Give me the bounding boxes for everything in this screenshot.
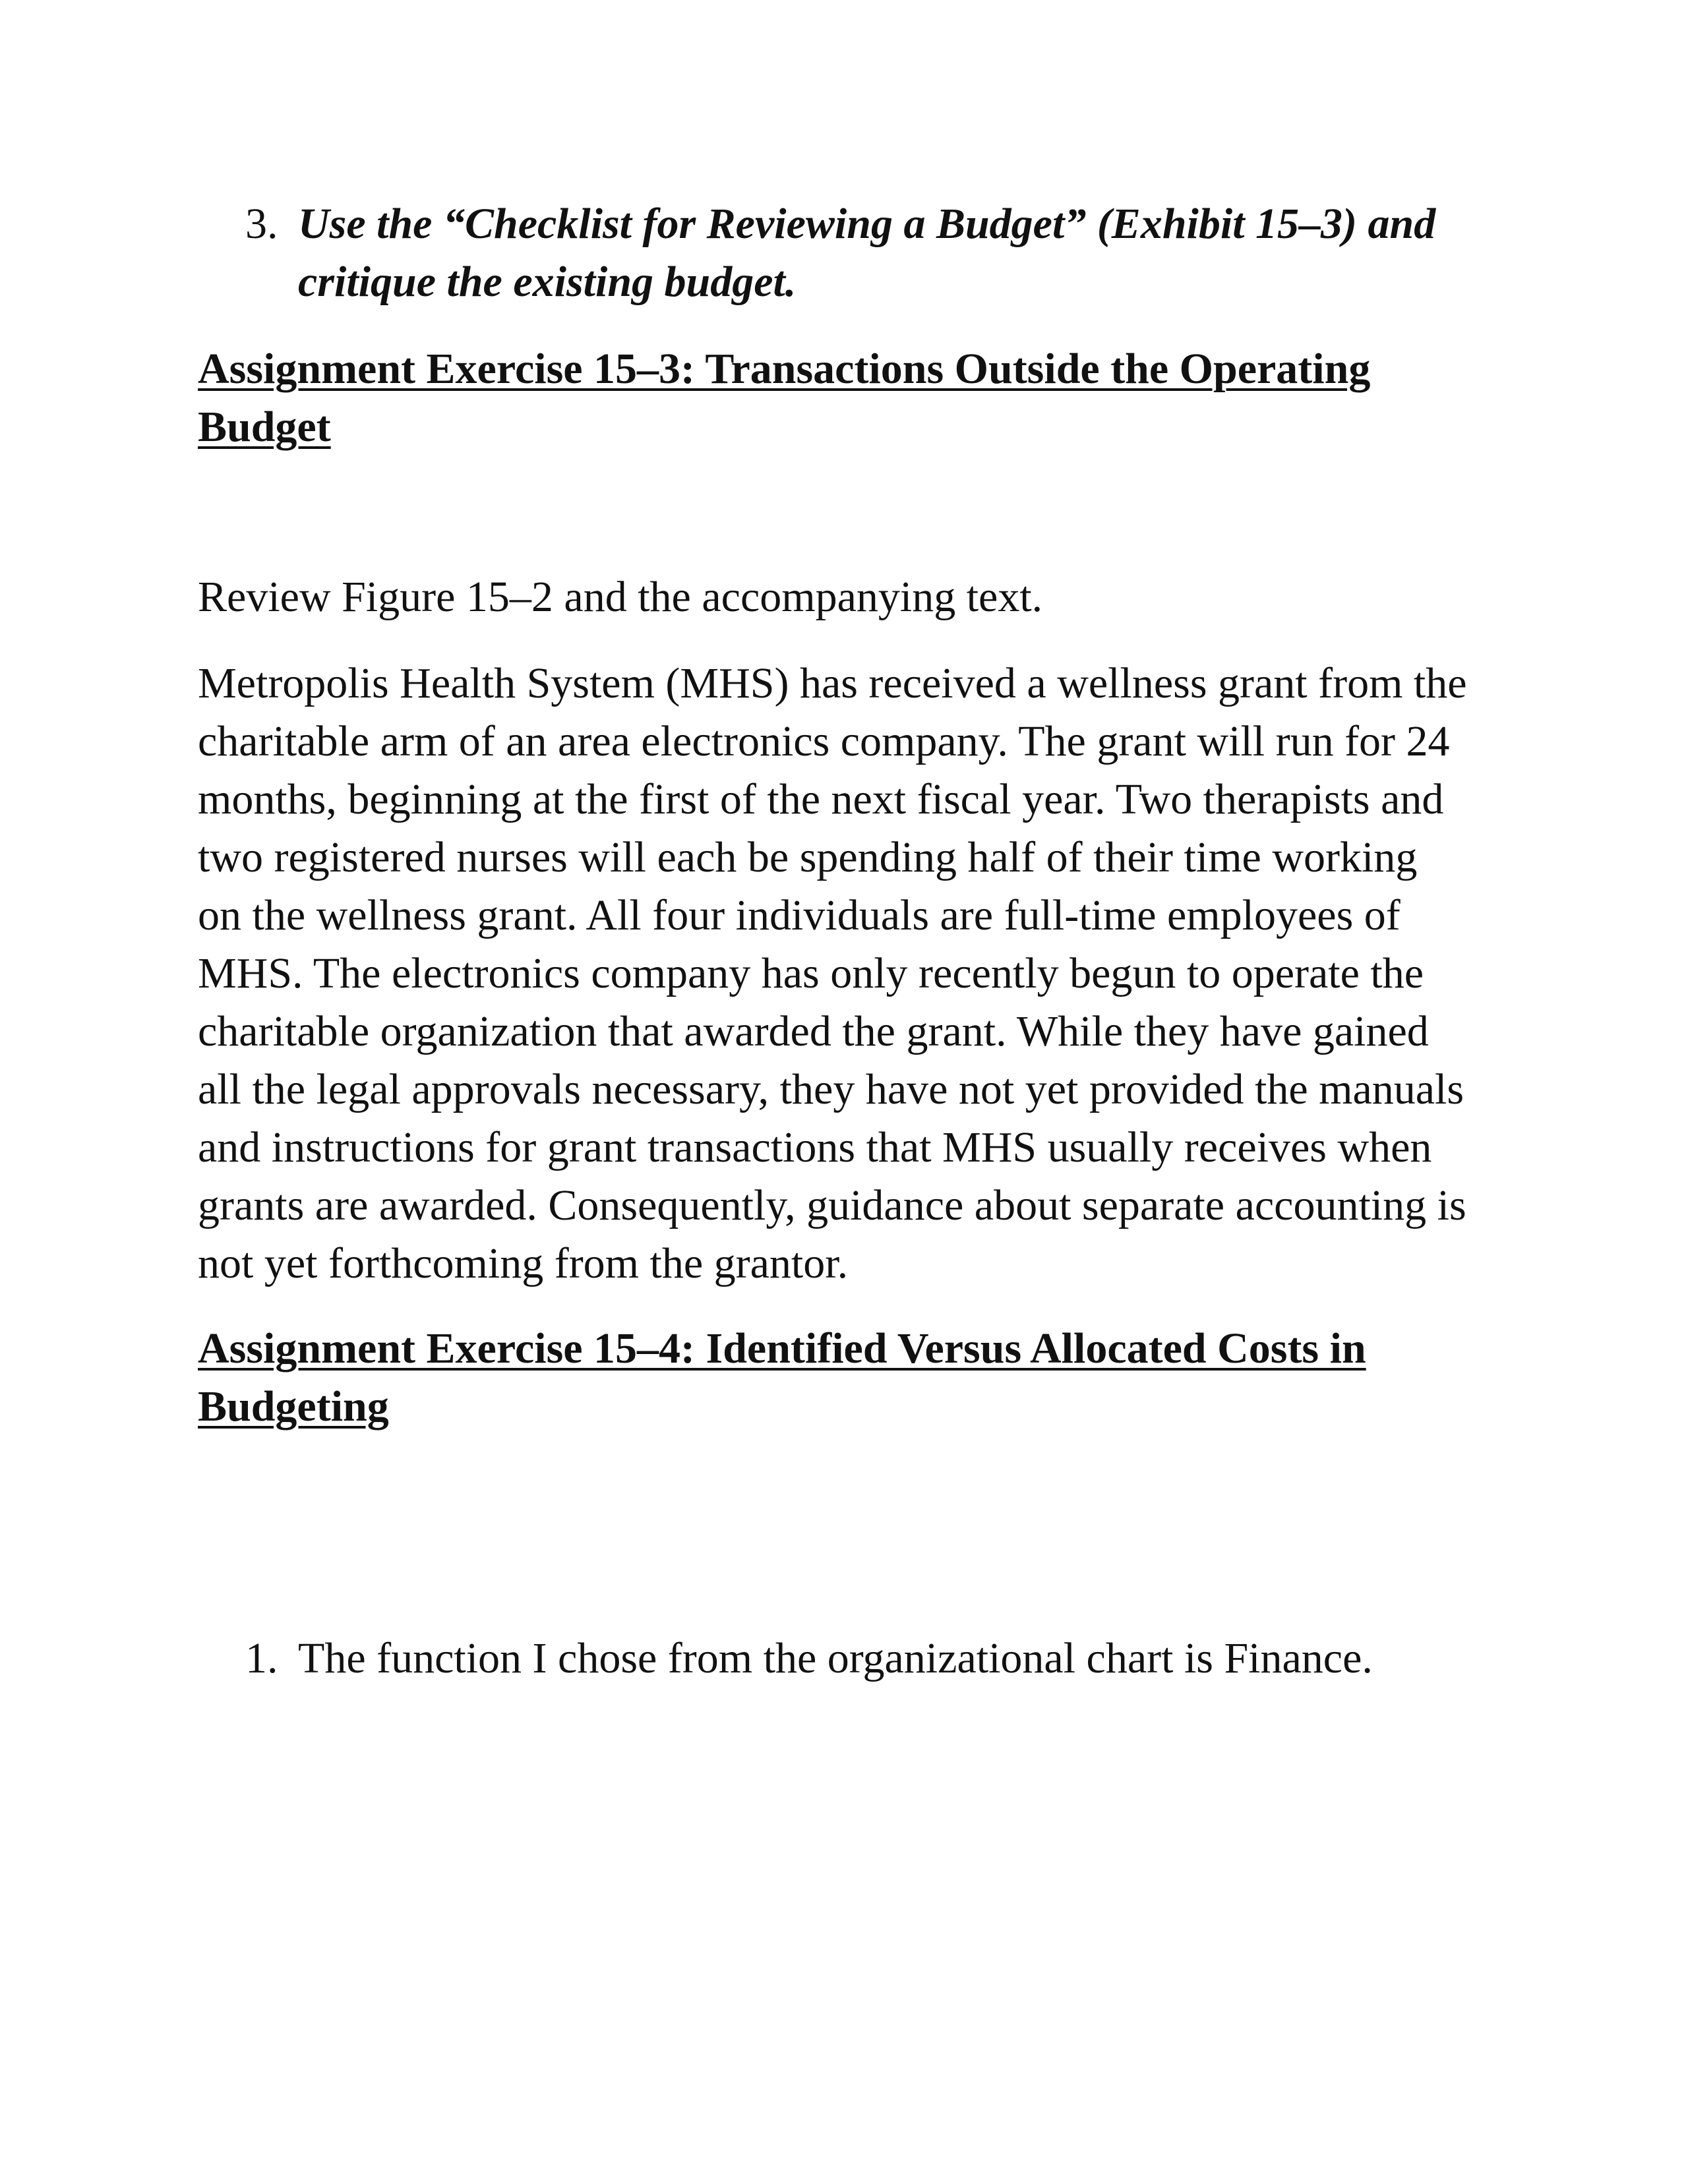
- paragraph-line: Metropolis Health System (MHS) has received a wellness grant from the: [198, 659, 1467, 707]
- paragraph-line: charitable arm of an area electronics company. The grant will run for 24: [198, 717, 1450, 765]
- paragraph-line: months, beginning at the first of the next fiscal year. Two therapists and: [198, 775, 1444, 823]
- paragraph-line: not yet forthcoming from the grantor.: [198, 1239, 849, 1287]
- paragraph-line: MHS. The electronics company has only recently begun to operate the: [198, 949, 1424, 997]
- mhs-paragraph: [198, 655, 1490, 1293]
- heading-line-2: Budget: [198, 403, 331, 451]
- list-item-line-1: Use the “Checklist for Reviewing a Budget” (Exhibit 15–3) and: [298, 200, 1436, 248]
- paragraph-line: on the wellness grant. All four individuals are full-time employees of: [198, 891, 1401, 939]
- heading-line-1: Assignment Exercise 15–4: Identified Versus Allocated Costs in: [198, 1324, 1366, 1372]
- list-number: 1.: [245, 1634, 278, 1682]
- list-item-text: [298, 195, 1498, 311]
- list-item-text: [298, 1630, 1498, 1688]
- paragraph-line: grants are awarded. Consequently, guidance about separate accounting is: [198, 1181, 1466, 1229]
- heading-line-2: Budgeting: [198, 1382, 389, 1431]
- list-item-line-2: critique the existing budget.: [298, 258, 797, 306]
- list-number: 3.: [245, 200, 278, 248]
- paragraph-line: and instructions for grant transactions that MHS usually receives when: [198, 1123, 1432, 1171]
- review-paragraph: [198, 568, 1490, 626]
- paragraph-line: two registered nurses will each be spending half of their time working: [198, 833, 1418, 881]
- heading-line-1: Assignment Exercise 15–3: Transactions Outside the Operating: [198, 345, 1371, 393]
- paragraph-line: charitable organization that awarded the grant. While they have gained: [198, 1007, 1429, 1055]
- heading-exercise-15-4: [198, 1320, 1490, 1436]
- review-line: Review Figure 15–2 and the accompanying text.: [198, 573, 1043, 621]
- paragraph-line: all the legal approvals necessary, they have not yet provided the manuals: [198, 1065, 1464, 1113]
- heading-exercise-15-3: [198, 340, 1490, 456]
- list-item-line-1: The function I chose from the organizational chart is Finance.: [298, 1634, 1373, 1682]
